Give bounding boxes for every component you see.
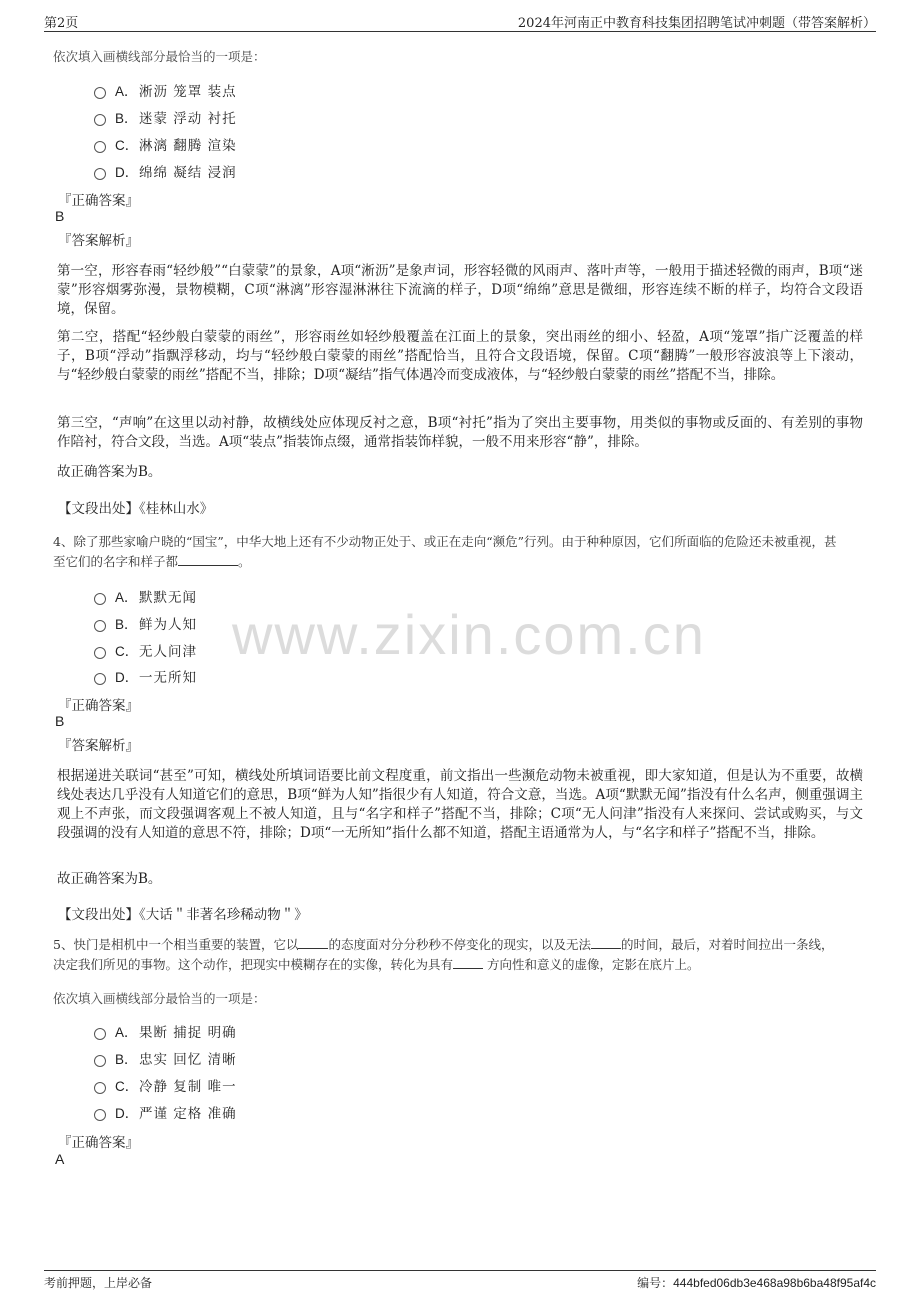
q3-analysis-para-1: 第一空，形容春雨“轻纱般”“白蒙蒙”的景象，A项“淅沥”是象声词，形容轻微的风雨声、落叶声等，一般用于描述轻微的雨声，B项“迷蒙”形容烟雾弥漫，景物模糊，C项“淋漓”形容湿淋淋往下流滴的样子，D项“绵绵”意思是微细，形容连续不断的样子，均符合文段语境，保留。 [57,263,863,317]
radio-icon[interactable] [94,141,106,153]
watermark: www.zixin.com.cn [232,603,706,666]
radio-icon[interactable] [94,1082,106,1094]
q5-option-a[interactable]: A． 果断 捕捉 明确 [94,1021,237,1041]
q5-option-c[interactable]: C． 冷静 复制 唯一 [94,1075,237,1095]
q3-analysis-para-3: 第三空，“声响”在这里以动衬静，故横线处应体现反衬之意，B项“衬托”指为了突出主要事物，用类似的事物或反面的、有差别的事物作陪衬，符合文段，当选。A项“装点”指装饰点缀，通常指装饰样貌，一般不用来形容“静”，排除。 [57,415,863,450]
q4-option-b[interactable]: B． 鲜为人知 [94,613,197,633]
q3-answer: B [55,208,65,224]
q5-answer-label: 『正确答案』 [58,1135,139,1151]
radio-icon[interactable] [94,593,106,605]
q3-option-c[interactable]: C． 淋漓 翻腾 渲染 [94,134,237,154]
q3-option-b[interactable]: B． 迷蒙 浮动 衬托 [94,107,237,127]
answer-blank [591,937,621,949]
radio-icon[interactable] [94,1109,106,1121]
radio-icon[interactable] [94,647,106,659]
q3-answer-label: 『正确答案』 [58,193,139,209]
answer-blank [453,957,483,969]
q3-conclusion: 故正确答案为B。 [57,464,162,480]
q3-analysis-label: 『答案解析』 [58,233,139,249]
document-id: 编号：444bfed06db3e468a98b6ba48f95af4c [637,1276,876,1290]
q5-option-b[interactable]: B． 忠实 回忆 清晰 [94,1048,237,1068]
footer-slogan: 考前押题，上岸必备 [44,1276,153,1290]
q4-option-d[interactable]: D． 一无所知 [94,666,197,686]
answer-blank [298,937,328,949]
q4-analysis-label: 『答案解析』 [58,738,139,754]
radio-icon[interactable] [94,1055,106,1067]
q5-answer: A [55,1151,65,1167]
page-header [44,10,876,32]
q3-source: 【文段出处】《桂林山水》 [58,501,214,517]
radio-icon[interactable] [94,673,106,685]
radio-icon[interactable] [94,87,106,99]
q5-option-d[interactable]: D． 严谨 定格 准确 [94,1102,237,1122]
page-number: 第2页 [44,16,79,31]
radio-icon[interactable] [94,168,106,180]
q4-answer-label: 『正确答案』 [58,698,139,714]
q4-answer: B [55,713,65,729]
q3-prompt: 依次填入画横线部分最恰当的一项是： [53,49,266,64]
q3-option-a[interactable]: A． 淅沥 笼罩 装点 [94,80,237,100]
q5-question: 5、快门是相机中一个相当重要的装置，它以 的态度面对分分秒秒不停变化的现实，以及无法 的时间，最后，对着时间拉出一条线， 决定我们所见的事物。这个动作，把现实中模糊存在的实像，转化为具有 方向性和意义的虚像，定影在底片上。 [53,937,834,972]
q3-analysis-para-2: 第二空，搭配“轻纱般白蒙蒙的雨丝”，形容雨丝如轻纱般覆盖在江面上的景象，突出雨丝的细小、轻盈，A项“笼罩”指广泛覆盖的样子，B项“浮动”指飘浮移动，均与“轻纱般白蒙蒙的雨丝”搭配恰当，且符合文段语境，保留。C项“翻腾”一般形容波浪等上下滚动，与“轻纱般白蒙蒙的雨丝”搭配不当，排除；D项“凝结”指气体遇冷而变成液体，与“轻纱般白蒙蒙的雨丝”搭配不当，排除。 [57,329,863,383]
q4-option-a[interactable]: A． 默默无闻 [94,586,197,606]
q4-source: 【文段出处】《大话＂非著名珍稀动物＂》 [58,907,308,923]
q4-option-c[interactable]: C． 无人问津 [94,640,197,660]
q4-question: 4、除了那些家喻户晓的“国宝”，中华大地上还有不少动物正处于、或正在走向“濒危”行列。由于种种原因，它们所面临的危险还未被重视，甚 至它们的名字和样子都 。 [53,534,837,569]
radio-icon[interactable] [94,1028,106,1040]
page-footer [44,1270,876,1294]
radio-icon[interactable] [94,620,106,632]
radio-icon[interactable] [94,114,106,126]
q4-analysis-para-1: 根据递进关联词“甚至”可知，横线处所填词语要比前文程度重，前文指出一些濒危动物未被重视，即大家知道，但是认为不重要，故横线处表达几乎没有人知道它们的意思，B项“鲜为人知”指很少有人知道，符合文意，当选。A项“默默无闻”指没有什么名声，侧重强调主观上不声张，而文段强调客观上不被人知道，且与“名字和样子”搭配不当，排除；C项“无人问津”指没有人来探问、尝试或购买，与文段强调的没有人知道的意思不符，排除；D项“一无所知”指什么都不知道，搭配主语通常为人，与“名字和样子”搭配不当，排除。 [57,768,863,841]
q4-conclusion: 故正确答案为B。 [57,871,162,887]
q3-option-d[interactable]: D． 绵绵 凝结 浸润 [94,161,237,181]
document-title: 2024年河南正中教育科技集团招聘笔试冲刺题（带答案解析） [517,16,876,31]
answer-blank [178,554,238,566]
q5-prompt: 依次填入画横线部分最恰当的一项是： [53,991,266,1006]
